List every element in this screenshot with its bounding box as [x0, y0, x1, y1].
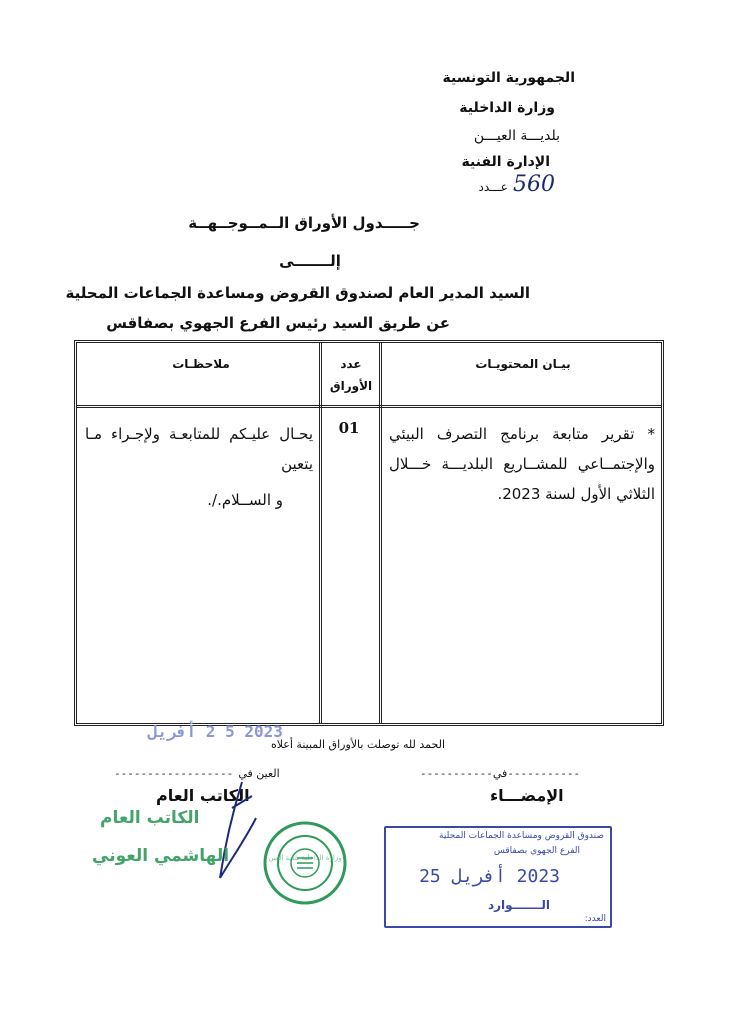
green-stamp-title: الكاتب العام — [100, 808, 200, 828]
header-count — [323, 353, 379, 397]
date-stamp: 2023 5 2 أفريل — [148, 722, 283, 741]
row-count: 01 — [338, 419, 360, 437]
header-municipality: بلديـــة العيـــن — [473, 128, 560, 144]
receipt-line2: الفرع الجهوي بصفاقس — [493, 846, 580, 856]
receipt-date: 2023 أفريل 25 — [419, 866, 560, 887]
number-prefix: عـــدد — [478, 180, 508, 194]
header-republic: الجمهورية التونسية — [442, 70, 575, 86]
header-contents: بيـان المحتويـات — [475, 357, 571, 371]
right-dashes-b: ----------- — [507, 767, 581, 780]
acknowledgement-text: الحمد لله توصلت بالأوراق المبينة أعلاه — [270, 738, 445, 751]
seal-text: وزارة الداخلية بلدية العين — [268, 854, 342, 862]
receipt-stamp — [384, 826, 612, 928]
left-place: العين في — [238, 767, 280, 780]
handwritten-signature — [212, 778, 262, 888]
header-department: الإدارة الفنية — [461, 154, 550, 170]
header-ministry: وزارة الداخلية — [459, 100, 555, 116]
receipt-number-label: العدد: — [584, 914, 606, 924]
documents-table — [74, 340, 664, 726]
green-stamp-name: الهاشمي العوني — [92, 846, 230, 866]
title-line1: جـــــدول الأوراق الــمــوجــهــة — [188, 214, 420, 232]
seal-icon — [262, 820, 348, 906]
secretary-title: الكاتب العام — [156, 786, 250, 805]
header-notes: ملاحظـات — [172, 357, 230, 371]
header-number — [479, 172, 555, 197]
table-header-divider — [77, 405, 661, 408]
header-count-line1: عدد — [340, 357, 362, 371]
table-divider-right — [379, 343, 382, 723]
signature-label: الإمضـــاء — [490, 786, 564, 805]
municipal-seal — [262, 820, 348, 906]
handwritten-number: 560 — [513, 172, 555, 197]
header-count-line2: الأوراق — [329, 379, 373, 393]
title-line3: السيد المدير العام لصندوق القروض ومساعدة الجماعات المحلية — [65, 284, 530, 302]
title-line4: عن طريق السيد رئيس الفرع الجهوي بصفاقس — [106, 314, 450, 332]
title-line2: إلـــــــى — [279, 252, 341, 270]
right-dashes-a: ----------- — [420, 767, 493, 780]
right-fi: في — [492, 767, 508, 780]
receipt-line1: صندوق القروض ومساعدة الجماعات المحلية — [439, 831, 604, 841]
row-contents: * تقرير متابعة برنامج التصرف البيئي والإجتمــاعي للمشــاريع البلديـــة خـــلال الثلاثي الأول لسنة 2023. — [389, 425, 655, 503]
row-notes-line1: يحـال عليـكم للمتابعـة ولإجـراء مـا يتعين — [85, 425, 313, 473]
row-notes-line2: و الســلام./. — [207, 491, 283, 509]
table-divider-left — [319, 343, 322, 723]
receipt-label: الـــــــوارد — [487, 898, 550, 912]
left-dashes: ------------------ — [114, 767, 234, 780]
right-date-line — [420, 762, 580, 781]
